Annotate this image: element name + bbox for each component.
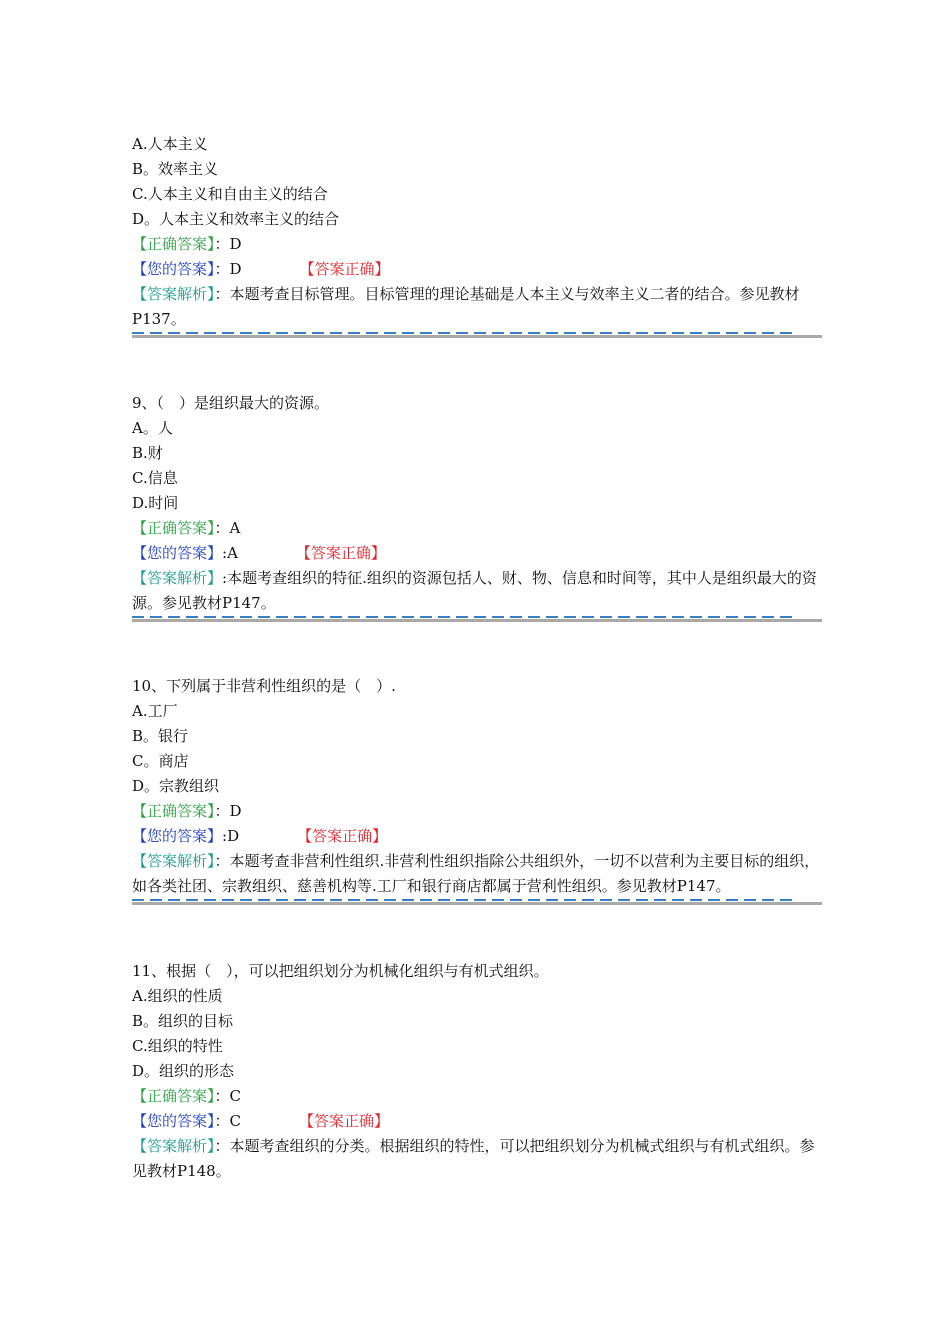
option-a: A.人本主义 — [132, 135, 208, 153]
option-c: C。商店 — [132, 752, 189, 770]
correct-answer-value: ：A — [214, 519, 241, 537]
your-answer-label: 【您的答案】 — [132, 544, 223, 562]
option-c: C.人本主义和自由主义的结合 — [132, 185, 328, 203]
analysis-text: ：本题考查组织的分类。根据组织的特性，可以把组织划分为机械式组织与有机式组织。参见教材P148。 — [132, 1137, 815, 1180]
your-answer-value: ：D — [214, 260, 242, 278]
question-stem: 10、下列属于非营利性组织的是（ ）. — [132, 677, 396, 695]
analysis-text: ：本题考查目标管理。目标管理的理论基础是人本主义与效率主义二者的结合。参见教材P137。 — [132, 285, 800, 328]
answer-verdict: 【答案正确】 — [299, 260, 390, 278]
your-answer-value: ：C — [214, 1112, 241, 1130]
option-a: A。人 — [132, 419, 173, 437]
answer-verdict: 【答案正确】 — [297, 827, 388, 845]
analysis-label: 【答案解析】 — [132, 285, 215, 303]
your-answer-row — [132, 824, 822, 849]
analysis-label: 【答案解析】 — [132, 1137, 215, 1155]
correct-answer-row — [132, 1084, 822, 1109]
correct-answer-row — [132, 516, 822, 541]
correct-answer-value: ：D — [214, 235, 242, 253]
correct-answer-row — [132, 799, 822, 824]
correct-answer-value: ：C — [214, 1087, 241, 1105]
question-8 — [132, 132, 822, 338]
option-c: C.组织的特性 — [132, 1037, 223, 1055]
document-page — [132, 132, 822, 1184]
correct-answer-row — [132, 232, 822, 257]
analysis-text: :本题考查组织的特征.组织的资源包括人、财、物、信息和时间等，其中人是组织最大的资源。参见教材P147。 — [132, 569, 817, 612]
correct-answer-label: 【正确答案】 — [132, 1087, 215, 1105]
correct-answer-value: ：D — [214, 802, 242, 820]
option-b: B。组织的目标 — [132, 1012, 234, 1030]
question-stem: 9、（ ）是组织最大的资源。 — [132, 394, 330, 412]
analysis-label: 【答案解析】 — [132, 852, 215, 870]
question-9 — [132, 391, 822, 622]
option-b: B。效率主义 — [132, 160, 219, 178]
your-answer-row — [132, 257, 822, 282]
option-d: D.时间 — [132, 494, 179, 512]
question-separator — [132, 616, 822, 622]
analysis-row — [132, 849, 822, 899]
option-a: A.工厂 — [132, 702, 178, 720]
option-b: B。银行 — [132, 727, 189, 745]
option-b: B.财 — [132, 444, 163, 462]
analysis-label: 【答案解析】 — [132, 569, 223, 587]
analysis-text: ：本题考查非营利性组织.非营利性组织指除公共组织外，一切不以营利为主要目标的组织，如各类社团、宗教组织、慈善机构等.工厂和银行商店都属于营利性组织。参见教材P147。 — [132, 852, 820, 895]
question-11 — [132, 959, 822, 1184]
correct-answer-label: 【正确答案】 — [132, 519, 215, 537]
question-separator — [132, 899, 822, 905]
question-10 — [132, 674, 822, 905]
your-answer-label: 【您的答案】 — [132, 1112, 215, 1130]
your-answer-row — [132, 1109, 822, 1134]
your-answer-label: 【您的答案】 — [132, 260, 215, 278]
correct-answer-label: 【正确答案】 — [132, 802, 215, 820]
your-answer-row — [132, 541, 822, 566]
option-d: D。宗教组织 — [132, 777, 220, 795]
answer-verdict: 【答案正确】 — [295, 544, 386, 562]
correct-answer-label: 【正确答案】 — [132, 235, 215, 253]
option-d: D。组织的形态 — [132, 1062, 235, 1080]
your-answer-value: :D — [222, 827, 240, 845]
analysis-row — [132, 1134, 822, 1184]
option-c: C.信息 — [132, 469, 178, 487]
your-answer-value: :A — [222, 544, 238, 562]
analysis-row — [132, 566, 822, 616]
question-separator — [132, 332, 822, 338]
option-a: A.组织的性质 — [132, 987, 223, 1005]
your-answer-label: 【您的答案】 — [132, 827, 223, 845]
answer-verdict: 【答案正确】 — [299, 1112, 390, 1130]
analysis-row — [132, 282, 822, 332]
option-d: D。人本主义和效率主义的结合 — [132, 210, 340, 228]
question-stem: 11、根据（ ），可以把组织划分为机械化组织与有机式组织。 — [132, 962, 549, 980]
